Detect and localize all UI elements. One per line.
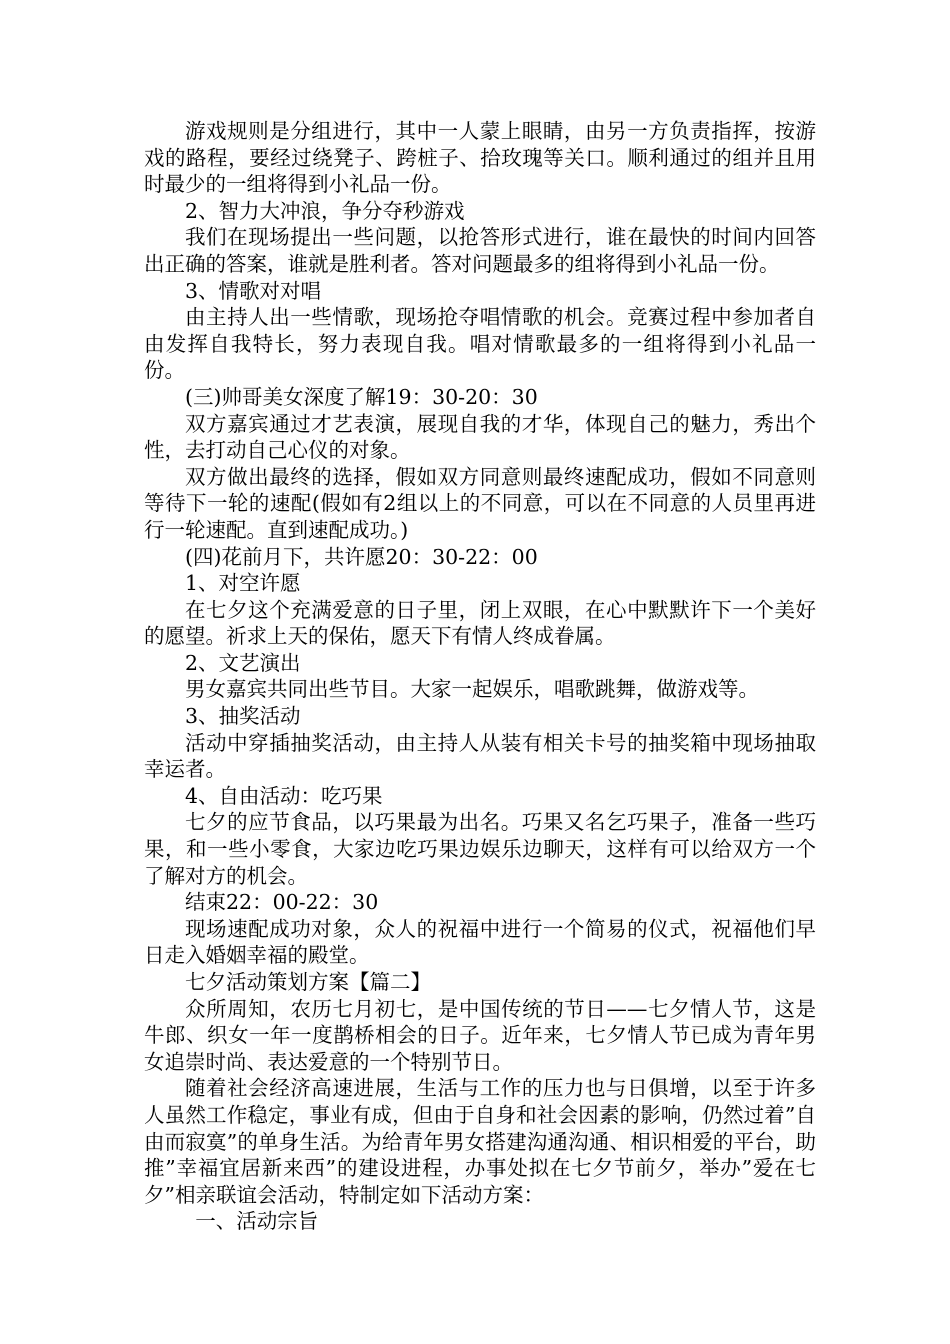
heading-ending: 结束22：00-22：30 [185,890,379,915]
paragraph-lottery-description: 活动中穿插抽奖活动，由主持人从装有相关卡号的抽奖箱中现场抽取幸运者。 [144,730,816,782]
heading-lottery: 3、抽奖活动 [185,704,301,729]
heading-activity-purpose: 一、活动宗旨 [195,1209,319,1234]
paragraph-background: 随着社会经济高速进展，生活与工作的压力也与日俱增，以至于许多人虽然工作稳定，事业有成，但由于自身和社会因素的影响，仍然过着”自由而寂寞”的单身生活。为给青年男女搭建沟通沟通、相识相爱的平台，助推”幸福宜居新来西”的建设进程，办事处拟在七夕节前夕，举办”爱在七夕”相亲联谊会活动，特制定如下活动方案： [144,1076,816,1207]
paragraph-quiz-description: 我们在现场提出一些问题，以抢答形式进行，谁在最快的时间内回答出正确的答案，谁就是胜利者。答对问题最多的组将得到小礼品一份。 [144,225,816,276]
paragraph-game-rules: 游戏规则是分组进行，其中一人蒙上眼睛，由另一方负责指挥，按游戏的路程，要经过绕凳子、跨桩子、拾玫瑰等关口。顺利通过的组并且用时最少的一组将得到小礼品一份。 [144,119,816,197]
heading-quiz-game: 2、智力大冲浪，争分夺秒游戏 [185,198,465,223]
paragraph-wish-description: 在七夕这个充满爱意的日子里，闭上双眼，在心中默默许下一个美好的愿望。祈求上天的保佑，愿天下有情人终成眷属。 [144,597,816,649]
paragraph-love-song-description: 由主持人出一些情歌，现场抢夺唱情歌的机会。竞赛过程中参加者自由发挥自我特长，努力表现自我。唱对情歌最多的一组将得到小礼品一份。 [144,305,816,383]
heading-section-three: (三)帅哥美女深度了解19：30-20：30 [185,384,538,409]
heading-make-a-wish: 1、对空许愿 [185,571,301,596]
heading-performance: 2、文艺演出 [185,650,301,675]
heading-section-four: (四)花前月下，共许愿20：30-22：00 [185,544,538,569]
paragraph-qiaoguo-description: 七夕的应节食品，以巧果最为出名。巧果又名乞巧果子，准备一些巧果，和一些小零食，大家边吃巧果边娱乐边聊天，这样有可以给双方一个了解对方的机会。 [144,810,816,888]
heading-free-activity: 4、自由活动：吃巧果 [185,783,383,808]
document-body [144,118,816,1235]
paragraph-qixi-intro: 众所周知，农历七月初七，是中国传统的节日——七夕情人节，这是牛郎、织女一年一度鹊桥相会的日子。近年来，七夕情人节已成为青年男女追崇时尚、表达爱意的一个特别节日。 [144,996,816,1074]
paragraph-ending-description: 现场速配成功对象，众人的祝福中进行一个简易的仪式，祝福他们早日走入婚姻幸福的殿堂。 [144,916,816,968]
paragraph-final-choice: 双方做出最终的选择，假如双方同意则最终速配成功，假如不同意则等待下一轮的速配(假如有2组以上的不同意，可以在不同意的人员里再进行一轮速配。直到速配成功。) [144,464,816,542]
paragraph-performance-description: 男女嘉宾共同出些节目。大家一起娱乐，唱歌跳舞，做游戏等。 [185,677,759,702]
heading-plan-two: 七夕活动策划方案【篇二】 [185,970,431,994]
heading-love-song-duet: 3、情歌对对唱 [185,278,322,303]
paragraph-talent-show: 双方嘉宾通过才艺表演，展现自我的才华，体现自己的魅力，秀出个性，去打动自己心仪的对象。 [144,411,816,463]
